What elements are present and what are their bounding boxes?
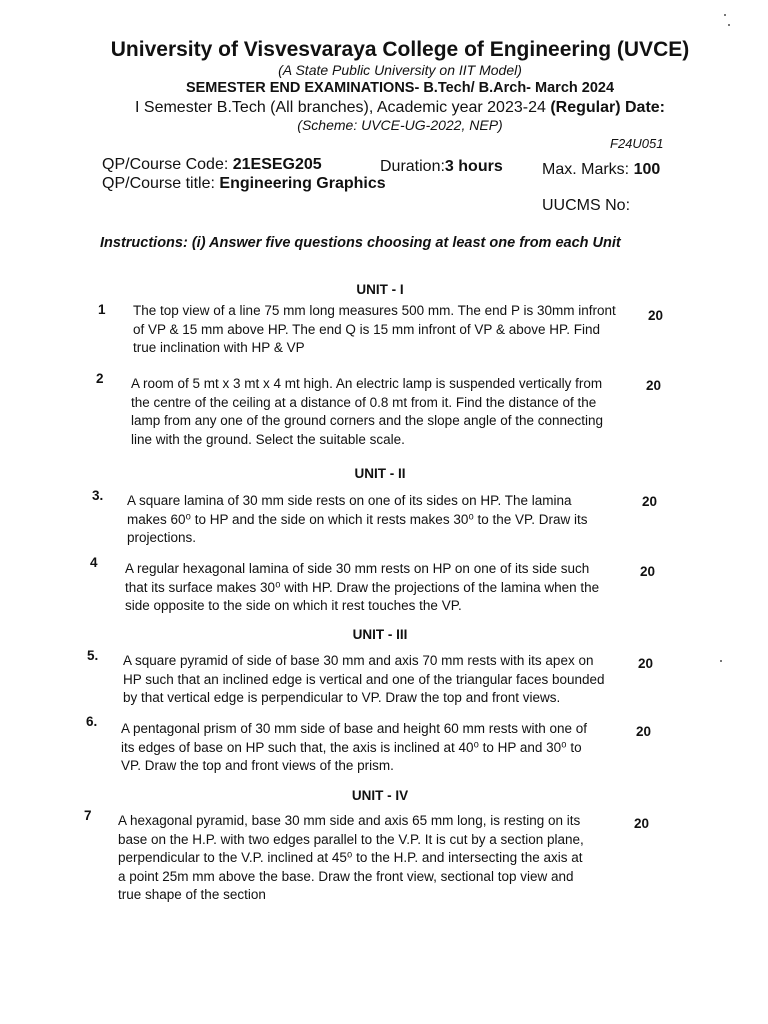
question-marks: 20 [642,494,658,509]
question-marks: 20 [640,564,656,579]
unit-heading: UNIT - II [354,466,406,481]
question-line: by that vertical edge is perpendicular to VP. Draw the top and front views. [123,690,561,705]
question-text [118,812,623,905]
uucms-label: UUCMS No: [542,197,631,214]
question-line: of VP & 15 mm above HP. The end Q is 15 mm infront of VP & above HP. Find [133,321,601,337]
question-number: 6. [86,714,98,729]
course-code-value: 21ESEG205 [232,156,322,173]
instructions: Instructions: (i) Answer five questions choosing at least one from each Unit [100,235,621,251]
question-marks: 20 [634,816,650,831]
unit-heading: UNIT - I [356,282,404,297]
duration-label: Duration: [380,158,445,175]
course-code-label: QP/Course Code: [102,156,229,173]
question-number: 4 [90,555,98,570]
question-line: projections. [127,530,197,545]
question-line: VP. Draw the top and front views of the prism. [121,758,394,773]
question-line: lamp from any one of the ground corners and the slope angle of the connecting [131,413,604,428]
question-marks: 20 [648,308,664,323]
semester-text: I Semester B.Tech (All branches), Academic year 2023-24 [135,99,546,116]
question-text [121,720,626,776]
exam-title: SEMESTER END EXAMINATIONS- B.Tech/ B.Arch- March 2024 [185,80,615,96]
unit-heading: UNIT - IV [351,788,409,803]
unit-heading: UNIT - III [352,627,408,642]
question-marks: 20 [646,378,662,393]
question-line: A pentagonal prism of 30 mm side of base and height 60 mm rests with one of [121,721,588,736]
question-number: 2 [96,371,104,386]
course-title-label: QP/Course title: [102,175,215,192]
duration-value: 3 hours [444,158,503,175]
question-number: 5. [87,648,99,663]
scan-speck [720,660,722,662]
university-subtitle: (A State Public University on IIT Model) [278,62,522,78]
question-line: HP such that an inclined edge is vertical and one of the triangular faces bounded [123,671,605,687]
question-line: A regular hexagonal lamina of side 30 mm rests on HP on one of its side such [125,561,590,576]
question-line: A square lamina of 30 mm side rests on one of its sides on HP. The lamina [127,493,572,508]
course-title-line [102,175,386,193]
question-line: that its surface makes 30⁰ with HP. Draw the projections of the lamina when the [125,579,600,595]
question-text [123,652,628,708]
scan-speck [724,14,726,16]
question-line: A hexagonal pyramid, base 30 mm side and axis 65 mm long, is resting on its [118,813,581,828]
question-text [125,560,630,616]
question-number: 7 [84,808,92,823]
question-line: a point 25m mm above the base. Draw the front view, sectional top view and [118,868,574,884]
university-title: University of Visvesvaraya College of Engineering (UVCE) [110,38,690,61]
question-marks: 20 [636,724,652,739]
paper-code: F24U051 [610,136,664,151]
question-line: true shape of the section [118,887,266,902]
question-line: perpendicular to the V.P. inclined at 45⁰ to the H.P. and intersecting the axis at [118,850,583,865]
question-line: A square pyramid of side of base 30 mm and axis 70 mm rests with its apex on [123,653,594,668]
question-line: line with the ground. Select the suitable scale. [131,431,405,447]
question-line: the centre of the ceiling at a distance of 0.8 mt from it. Find the distance of the [131,394,597,410]
question-text [133,302,638,358]
scheme-line: (Scheme: UVCE-UG-2022, NEP) [297,117,503,133]
question-line: makes 60⁰ to HP and the side on which it rests makes 30⁰ to the VP. Draw its [127,511,588,527]
question-line: its edges of base on HP such that, the axis is inclined at 40⁰ to HP and 30⁰ to [121,739,582,755]
question-line: base on the H.P. with two edges parallel to the V.P. It is cut by a section plane, [118,831,584,847]
question-number: 1 [98,302,106,317]
question-line: The top view of a line 75 mm long measures 500 mm. The end P is 30mm infront [133,303,616,318]
duration-line [380,158,503,176]
max-marks-value: 100 [633,161,661,178]
question-line: true inclination with HP & VP [133,340,305,355]
max-marks-label: Max. Marks: [542,161,630,178]
question-number: 3. [92,488,104,503]
semester-line [60,99,740,117]
course-code-line [102,156,322,174]
question-text [127,492,632,548]
question-text [131,375,636,449]
question-marks: 20 [638,656,654,671]
course-title-value: Engineering Graphics [219,175,386,192]
max-marks-line [542,161,660,179]
question-line: side opposite to the side on which it rest touches the VP. [125,598,462,613]
scan-speck [728,24,730,26]
regular-date-label: (Regular) Date: [550,99,665,116]
question-line: A room of 5 mt x 3 mt x 4 mt high. An electric lamp is suspended vertically from [131,376,603,391]
